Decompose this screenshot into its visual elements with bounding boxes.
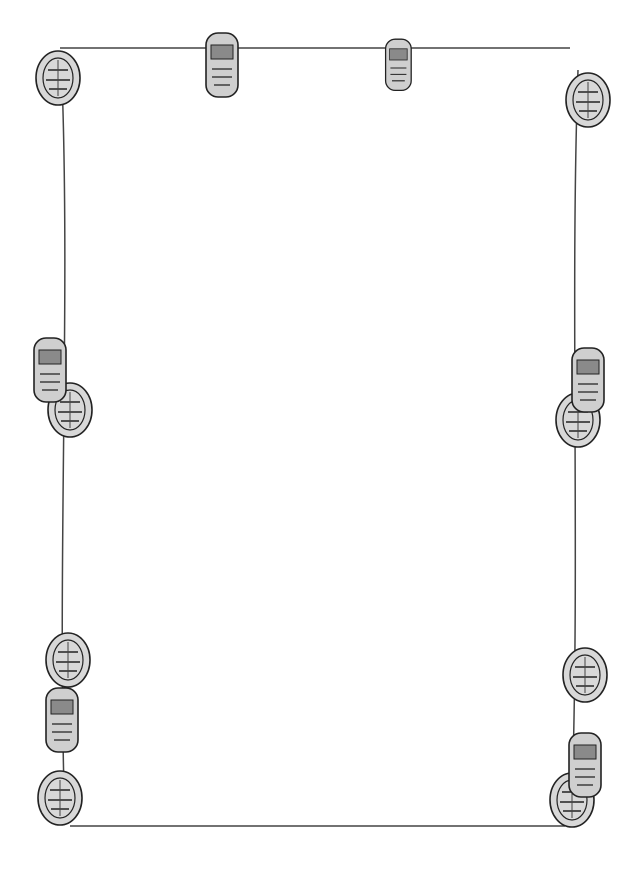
poem-body — [91, 657, 531, 784]
